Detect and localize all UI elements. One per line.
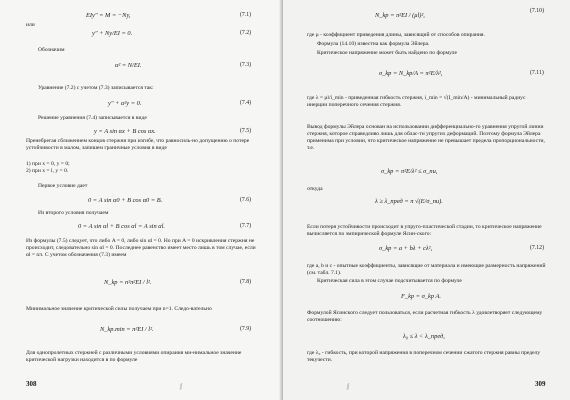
equation-7-11: σ_kp = N_kp/A = π²E/λ²,: [379, 70, 443, 77]
paragraph: Первое условие дает: [38, 183, 88, 189]
equation-7-12: σ_kp = a + bλ + cλ²,: [379, 245, 433, 252]
paragraph: Формулой Ясинского следует пользоваться, если расчетная гибкость λ удовлетворяет следующему соотношению:: [307, 310, 543, 323]
equation-7-8: N_kp = n²π²EI / l².: [104, 279, 152, 286]
equation-number: (7.2): [240, 30, 252, 36]
equation-7-2: y″ + Ny/EI = 0.: [92, 30, 133, 37]
equation-number: (7.10): [530, 8, 545, 14]
page-number: 309: [535, 380, 546, 388]
equation-lambda-limit: λ ≥ λ_пред = π √(E/σ_nu).: [375, 198, 443, 205]
page-number: 308: [26, 380, 37, 388]
equation-number: (7.11): [530, 70, 544, 76]
equation-lambda-range: λ₀ ≤ λ < λ_пред,: [403, 333, 445, 340]
equation-number: (7.12): [530, 245, 545, 251]
equation-number: (7.7): [240, 223, 252, 229]
paragraph: Решение уравнения (7.4) записывается в виде: [38, 115, 147, 121]
equation-number: (7.5): [240, 128, 252, 134]
condition-1: 1) при x = 0, y = 0;: [26, 161, 70, 167]
equation-number: (7.9): [240, 326, 252, 332]
paragraph: Формула (14.10) известна как формула Эйлера.: [317, 41, 430, 47]
equation-number: (7.8): [240, 279, 252, 285]
paragraph: Для однопролетных стержней с различными условиями опирания ми-нимальное значение критической нагрузки находится в по формуле: [26, 350, 242, 363]
equation-7-9: N_kp.min = π²EI / l².: [100, 326, 154, 333]
paragraph: Из формулы (7.5) следует, что либо A = 0, либо sin αl = 0. Но при A = 0 искривления стержня не происходит, следовательно sin αl = 0. Последнее равенство имеет место лишь в том случае, если αl = nπ. С учетом обозначения (7.3) имеем: [26, 238, 256, 258]
equation-7-6: 0 = A sin α0 + B cos α0 = B.: [88, 197, 163, 204]
paragraph: Из второго условия получаем: [38, 210, 109, 216]
paragraph: Пренебрегая сближением концов стержня при изгибе, что равносиль-но допущению о потере устойчивости в малом, запишем граничные условия в виде: [26, 138, 250, 151]
equation-7-5: y = A sin αx + B cos αx.: [94, 128, 156, 135]
equation-proportionality: σ_kp = π²E/λ² ≤ σ_nu,: [381, 168, 438, 175]
equation-7-3: α² = N/EI.: [115, 62, 142, 69]
paragraph: где λ = μl/i_min - приведенная гибкость стержня, i_min = √(I_min/A) - минимальный радиус инерции поперечного сечения стержня.: [307, 95, 526, 108]
condition-2: 2) при x = l, y = 0.: [26, 168, 69, 174]
paragraph: Если потеря устойчивости происходит в упруго-пластической стадии, то критическое напряжение вычисляется по эмпирической формуле Ясин-ского:: [307, 224, 542, 237]
paragraph: Вывод формулы Эйлера основан на использовании дифференциально-го уравнения упругой линии стержня, которое справедливо лишь для облас-ти упругих деформаций. Поэтому формула Эйлера применима при условии, что критическое напряжение не превышает предела пропорциональности, т.е.: [307, 124, 545, 151]
text-notation: Обозначим: [38, 47, 65, 53]
paragraph: где a, b и c - опытные коэффициенты, зависящие от материала и имеющие размерность напряжений (см. табл. 7.1).: [307, 263, 546, 276]
paragraph: Критическое напряжение может быть найдено по формуле: [317, 50, 457, 56]
left-page: [0, 0, 283, 400]
margin-mark: ʃ: [180, 384, 182, 390]
paragraph: где λ₀ - гибкость, при которой напряжения в поперечном сечении сжатого стержня равны пределу текучести.: [307, 350, 541, 363]
paragraph: Критическая сила в этом случае подсчитывается по формуле: [317, 278, 462, 284]
right-page: [283, 0, 570, 400]
equation-7-4: y″ + α²y = 0.: [108, 100, 142, 107]
equation-number: (7.1): [240, 12, 252, 18]
equation-critical-force: F_kp = σ_kp A.: [401, 293, 442, 300]
equation-number: (7.6): [240, 197, 252, 203]
margin-mark: ʃ: [347, 384, 349, 390]
equation-7-7: 0 = A sin αl + B cos αl = A sin αl.: [78, 223, 165, 230]
text-whence: откуда: [307, 186, 323, 192]
text-or: или: [26, 22, 35, 28]
equation-number: (7.3): [240, 62, 252, 68]
paragraph: Минимальное значение критической силы получаем при n=1. Следо-вательно: [26, 306, 212, 312]
paragraph: Уравнение (7.2) с учетом (7.3) записывается так:: [38, 85, 154, 91]
equation-7-1: EIy″ = M = −Ny,: [86, 12, 131, 19]
equation-7-10: N_kp = π²EI / (μl)²,: [375, 12, 425, 19]
equation-number: (7.4): [240, 100, 252, 106]
paragraph: где μ - коэффициент приведения длины, зависящий от способов опирания.: [307, 32, 485, 38]
